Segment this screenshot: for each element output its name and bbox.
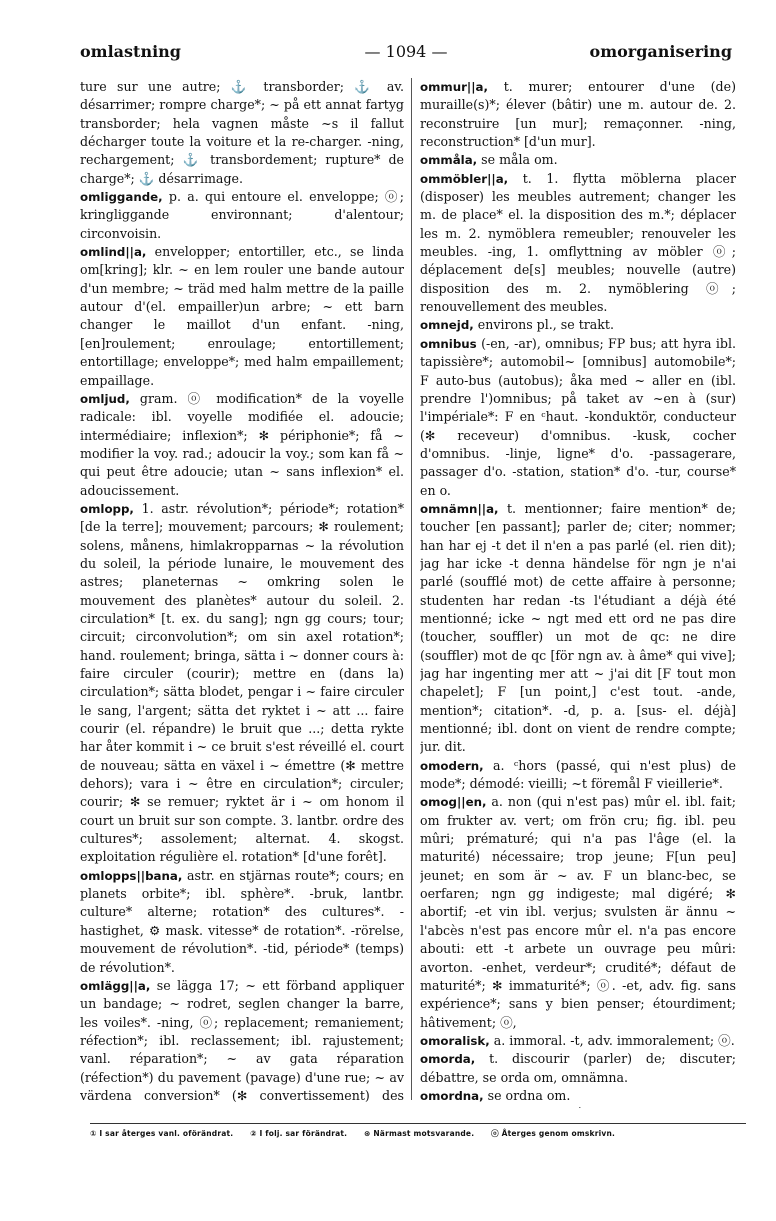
dictionary-entry [80, 867, 404, 977]
dictionary-entry [80, 188, 404, 243]
entry-definition: astr. en stjärnas route*; cours; en planets orbite*; ibl. sphère*. -bruk, lantbr. culture* alterne; rotation* des cultures*. -hastighet, ⚙ mask. vitesse* de rotation*. -rörelse, mouvement de révolution*. -tid, période* (temps) de révolution*. [80, 867, 404, 975]
column-divider [411, 78, 412, 1100]
dictionary-entry [420, 78, 736, 151]
entry-headword: omorda, [420, 1052, 476, 1067]
dictionary-entry [80, 243, 404, 390]
entry-headword: omordna, [420, 1088, 484, 1103]
entry-definition: environs pl., se trakt. [477, 317, 614, 333]
dictionary-entry [420, 500, 736, 757]
dictionary-entry [420, 1105, 736, 1108]
entry-headword: omlopps||bana, [80, 868, 183, 883]
entry-headword [420, 1107, 529, 1108]
dictionary-entry [420, 170, 736, 317]
dictionary-entry [80, 390, 404, 500]
dictionary-entry [420, 1032, 736, 1050]
entry-definition: a. ᶜhors (passé, qui n'est plus) de mode*; démodé: vieilli; ~t föremål F vieillerie*. [420, 757, 736, 792]
entry-definition: t. murer; entourer d'une (de) muraille(s)*; élever (bâtir) une m. autour de. 2. reconstruire [un mur]; remaçonner. -ning, reconstruction* [d'un mur]. [420, 79, 736, 150]
dictionary-entry [420, 757, 736, 794]
page-header [80, 42, 732, 66]
dictionary-entry [80, 977, 404, 1108]
entry-definition: a. immoral. -t, adv. immoralement; ⓞ. [493, 1032, 735, 1048]
right-column [420, 78, 736, 1108]
dictionary-entry [420, 793, 736, 1031]
footnote-4: ⓞ Återges genom omskrivn. [491, 1129, 616, 1138]
dictionary-entry [80, 78, 404, 188]
entry-headword: omliggande, [80, 190, 163, 205]
footnote-1: ① I sar återges vanl. oförändrat. [90, 1129, 234, 1138]
entry-definition: envelopper; entortiller, etc., se linda om[kring]; klr. ~ en lem rouler une bande autour d'un membre; ~ träd med halm mettre de la paille autour d'(el. empailler)un arbre; ~ ett barn changer le maillot d'un enfant. -ning, [en]roulement; enroulage; entortillement; entortillage; enveloppe*; med halm empaillement; empaillage. [80, 244, 404, 388]
entry-headword: omodern, [420, 758, 484, 773]
entry-definition: (-en, -ar), omnibus; FP bus; att hyra ibl. tapissière*; automobil~ [omnibus] automobile*; F auto-bus (autobus); åka med ~ aller en (ibl. prendre l')omnibus; på taket av ~en à (sur) l'impériale*: F en ᶜhaut. -konduktör, conducteur (✻ receveur) d'omnibus. -kusk, cocher d'omnibus. -linje, ligne* d'o. -passagerare, passager d'o. -station, station* d'o. -tur, course* en o. [420, 335, 736, 498]
entry-definition: p. a. qui entoure el. enveloppe; ⓞ; kringliggande environnant; d'alentour; circonvoisin. [80, 189, 404, 241]
dictionary-entry [420, 1050, 736, 1087]
dictionary-entry [420, 151, 736, 169]
entry-definition: gram. ⓞ modification* de la voyelle radicale: ibl. voyelle modifiée el. adoucie; intermédiaire; inflexion*; ✻ périphonie*; få ~ modifier la voy. rad.; adoucir la voy.; som kan få ~ qui peut être adoucie; utan ~ sans inflexion* el. adoucissement. [80, 390, 404, 498]
entry-headword: ommåla, [420, 153, 478, 168]
entry-definition: t. mentionner; faire mention* de; toucher [en passant]; parler de; citer; nommer; han har ej -t det il n'en a pas parlé (el. rien dit); jag har icke -t denna händelse för ngn je n'ai parlé (soufflé mot) de cette affaire à personne; studenten har redan -ts l'étudiant a déjà été mentionné; icke ~ ngt med ett ord ne pas dire (toucher, souffler) un mot de qc: ne dire (souffler) mot de qc [för ngn av. à âme* qui vive]; jag har ingenting mer att ~ j'ai dit [F tout mon chapelet]; F [un point,] c'est tout. -ande, mention*; citation*. -d, p. a. [sus- el. déjà] mentionné; ibl. dont on vient de rendre compte; jur. dit. [420, 500, 736, 755]
right-guideword: omorganisering [589, 42, 732, 61]
entry-definition: se lägga 17; ~ ett förband appliquer un bandage; ~ rodret, seglen changer la barre, les voiles*. -ning, ⓞ; replacement; remaniement; réfection*; ibl. reclassement; ibl. rajustement; vanl. réparation*; ~ av gata réparation (réfection*) du pavement (pavage) d'une rue; ~ av värdena conversion* (✻ convertissement) des [80, 977, 404, 1103]
dictionary-entry [420, 1087, 736, 1105]
entry-definition: 1. astr. révolution*; période*; rotation* [de la terre]; mouvement; parcours; ✻ roulement; solens, månens, himlakropparnas ~ la révolution du soleil, la période lunaire, le mouvement des astres; planeternas ~ omkring solen le mouvement des planètes* autour du soleil. 2. circulation* [t. ex. du sang]; ngn gg cours; tour; circuit; circonvolution*; om sin axel rotation*; hand. roulement; bringa, sätta i ~ donner cours à: faire circuler (courir); mettre en (dans la) circulation*; sätta blodet, pengar i ~ faire circuler le sang, l'argent; sätta det ryktet i ~ att ... faire courir (el. répandre) le bruit que ...; detta rykte har åter kommit i ~ ce bruit s'est réveillé el. court de nouveau; sätta en växel i ~ émettre (✻ mettre dehors); vara i ~ être en circulation*; circuler; courir; ✻ se remuer; ryktet är i ~ om honom il court un bruit sur son compte. 3. lantbr. ordre des cultures*; assolement; alternat. 4. skogst. exploitation régulière el. rotation* [d'une forêt]. [80, 500, 404, 865]
entry-headword: ommur||a, [420, 80, 488, 94]
entry-definition: a. non (qui n'est pas) mûr el. ibl. fait; om frukter av. vert; om frön cru; fig. ibl. peu mûri; prématuré; qui n'a pas l'âge (el. la maturité) nécessaire; trop jeune; F[un peu] jeunet; en som är ~ av. F un blanc-bec, se oerfaren; ngn gg indigeste; mal digéré; ✻ abortif; -et vin ibl. verjus; svulsten är ännu ~ l'abcès n'est pas encore mûr el. n'a pas encore abouti: ett -t arbete un ouvrage peu mûri: avorton. -enhet, verdeur*; crudité*; défaut de maturité*; ✻ immaturité*; ⓞ. -et, adv. fig. sans expérience*; sans y bien penser; étourdiment; hâtivement; ⓞ, [420, 794, 736, 1030]
entry-headword: omlind||a, [80, 245, 147, 260]
entry-headword: omoralisk, [420, 1033, 490, 1048]
left-column [80, 78, 404, 1108]
entry-headword: omog||en, [420, 795, 487, 810]
dictionary-entry [80, 500, 404, 867]
footnote-2: ② I folj. sar förändrat. [250, 1129, 348, 1138]
dictionary-entry [420, 335, 736, 500]
entry-definition: se ordna om. [487, 1087, 571, 1103]
entry-definition: se måla om. [481, 152, 558, 168]
entry-headword: omljud, [80, 391, 130, 406]
entry-definition: t. 1. flytta möblerna placer (disposer) les meubles autrement; changer les m. de place* el. la disposition des m.*; déplacer les m. 2. nymöblera remeubler; renouveler les meubles. -ing, 1. omflyttning av möbler ⓞ; déplacement de[s] meubles; nouvelle (autre) disposition des m. 2. nymöblering ⓞ; renouvellement des meubles. [420, 170, 736, 315]
entry-definition: t. discourir (parler) de; discuter; débattre, se orda om, omnämna. [420, 1051, 736, 1085]
footnote-legend [90, 1128, 746, 1139]
footer-rule [90, 1123, 746, 1124]
entry-headword: omnejd, [420, 318, 474, 333]
entry-headword: omlopp, [80, 501, 134, 516]
entry-headword: omnämn||a, [420, 501, 499, 516]
footnote-3: ⊛ Närmast motsvarande. [364, 1129, 475, 1138]
left-guideword: omlastning [80, 42, 181, 61]
dictionary-entry [420, 316, 736, 334]
entry-headword: ommöbler||a, [420, 171, 509, 186]
entry-headword: omlägg||a, [80, 978, 151, 993]
page-number: — 1094 — [364, 42, 448, 61]
entry-definition: ture sur une autre; ⚓ transborder; ⚓ av. désarrimer; rompre charge*; ~ på ett annat fartyg transborder; hela vagnen måste ~s il fallut décharger toute la voiture et la re-charger. -ning, rechargement; ⚓ transbordement; rupture* de charge*; ⚓ désarrimage. [80, 79, 404, 186]
entry-headword: omnibus [420, 336, 477, 351]
